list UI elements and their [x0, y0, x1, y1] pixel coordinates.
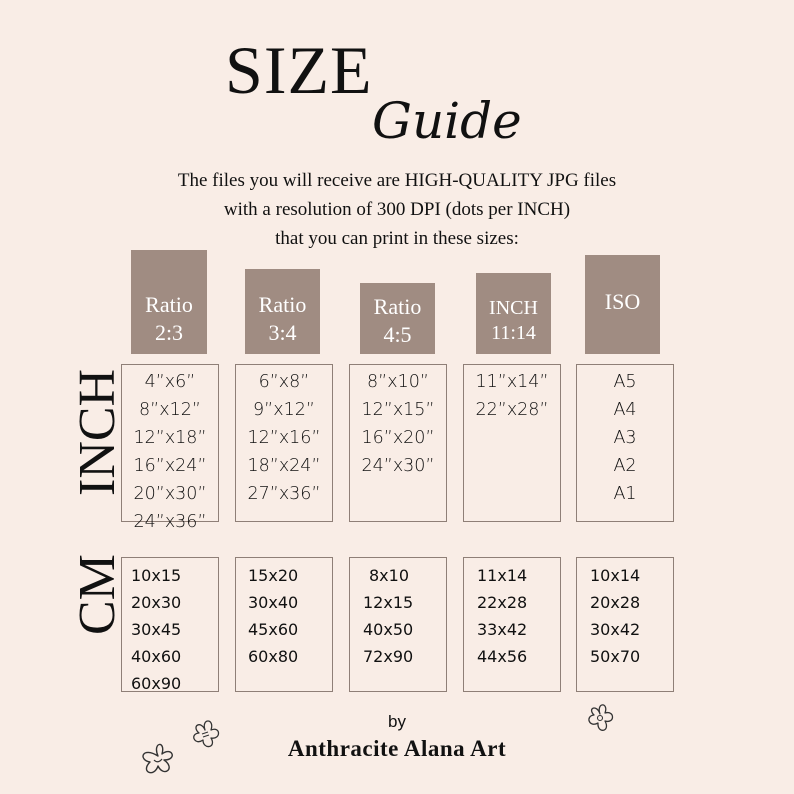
cm-box-4-5 — [349, 557, 447, 692]
size-item: 30x42 — [590, 620, 641, 639]
header-iso — [585, 255, 660, 354]
inch-box-iso — [576, 364, 674, 522]
flower-doodle-icon — [187, 716, 223, 752]
size-item: 12x15 — [363, 593, 414, 612]
cm-box-2-3 — [121, 557, 219, 692]
size-item: 6”x8” — [258, 372, 310, 392]
inch-box-2-3 — [121, 364, 219, 532]
size-item: 30x45 — [131, 620, 182, 639]
flower-doodle-icon — [583, 700, 617, 736]
size-item: 20”x30” — [133, 484, 207, 504]
flower-doodle-icon — [136, 738, 180, 780]
intro-line-3: that you can print in these sizes: — [275, 228, 519, 249]
size-item: 18”x24” — [247, 456, 321, 476]
size-item: 4”x6” — [144, 372, 196, 392]
size-item: 44x56 — [477, 647, 528, 666]
size-item: 24”x30” — [361, 456, 435, 476]
header-ratio: 11:14 — [491, 322, 536, 344]
size-item: 12”x16” — [247, 428, 321, 448]
inch-box-4-5 — [349, 364, 447, 522]
size-item: 8x10 — [369, 566, 410, 585]
size-item: A2 — [613, 456, 637, 476]
size-item: 40x60 — [131, 647, 182, 666]
size-item: 22”x28” — [475, 400, 549, 420]
header-ratio: 2:3 — [154, 319, 184, 345]
header-inch-11-14 — [476, 273, 551, 354]
size-item: 11x14 — [477, 566, 528, 585]
header-ratio: 4:5 — [383, 321, 412, 347]
size-item: 16”x24” — [133, 456, 207, 476]
cm-box-11-14 — [463, 557, 561, 692]
header-ratio-4-5 — [360, 283, 435, 354]
byline-author: Anthracite Alana Art — [287, 736, 507, 761]
size-item: 12”x18” — [133, 428, 207, 448]
inch-box-11-14 — [463, 364, 561, 522]
size-item: A3 — [613, 428, 637, 448]
row-label-inch: INCH — [69, 368, 126, 496]
size-item: A5 — [613, 372, 637, 392]
size-item: 22x28 — [477, 593, 528, 612]
size-item: 20x30 — [131, 593, 182, 612]
byline-by: by — [388, 712, 406, 731]
header-label: Ratio — [145, 292, 193, 317]
size-item: 50x70 — [590, 647, 641, 666]
size-item: A4 — [613, 400, 637, 420]
size-item: 8”x12” — [139, 400, 201, 420]
header-label: INCH — [489, 297, 538, 319]
size-item: 45x60 — [248, 620, 299, 639]
size-item: 33x42 — [477, 620, 528, 639]
size-item: 11”x14” — [475, 372, 549, 392]
size-item: 72x90 — [363, 647, 414, 666]
title-size: SIZE — [225, 32, 373, 108]
size-item: 15x20 — [248, 566, 299, 585]
size-item: 60x90 — [131, 674, 182, 693]
size-item: 30x40 — [248, 593, 299, 612]
title-guide: Guide — [372, 92, 522, 150]
header-ratio-2-3 — [131, 250, 207, 354]
header-label: ISO — [604, 289, 641, 314]
size-item: 20x28 — [590, 593, 641, 612]
size-item: 12”x15” — [361, 400, 435, 420]
size-item: 10x14 — [590, 566, 641, 585]
size-item: 40x50 — [363, 620, 414, 639]
header-label: Ratio — [258, 292, 307, 317]
inch-box-3-4 — [235, 364, 333, 522]
size-item: 60x80 — [248, 647, 299, 666]
size-item: 9”x12” — [253, 400, 315, 420]
size-item: 10x15 — [131, 566, 182, 585]
size-item: 8”x10” — [367, 372, 429, 392]
cm-box-iso — [576, 557, 674, 692]
intro-line-1: The files you will receive are HIGH-QUALITY JPG files — [177, 170, 617, 191]
size-item: A1 — [613, 484, 637, 504]
intro-line-2: with a resolution of 300 DPI (dots per INCH) — [223, 199, 571, 220]
row-label-cm: CM — [69, 554, 126, 635]
size-item: 27”x36” — [247, 484, 321, 504]
cm-box-3-4 — [235, 557, 333, 692]
size-item: 16”x20” — [361, 428, 435, 448]
header-label: Ratio — [373, 294, 422, 319]
size-item: 24”x36” — [133, 512, 207, 532]
header-ratio: 3:4 — [268, 319, 297, 345]
header-ratio-3-4 — [245, 269, 320, 354]
